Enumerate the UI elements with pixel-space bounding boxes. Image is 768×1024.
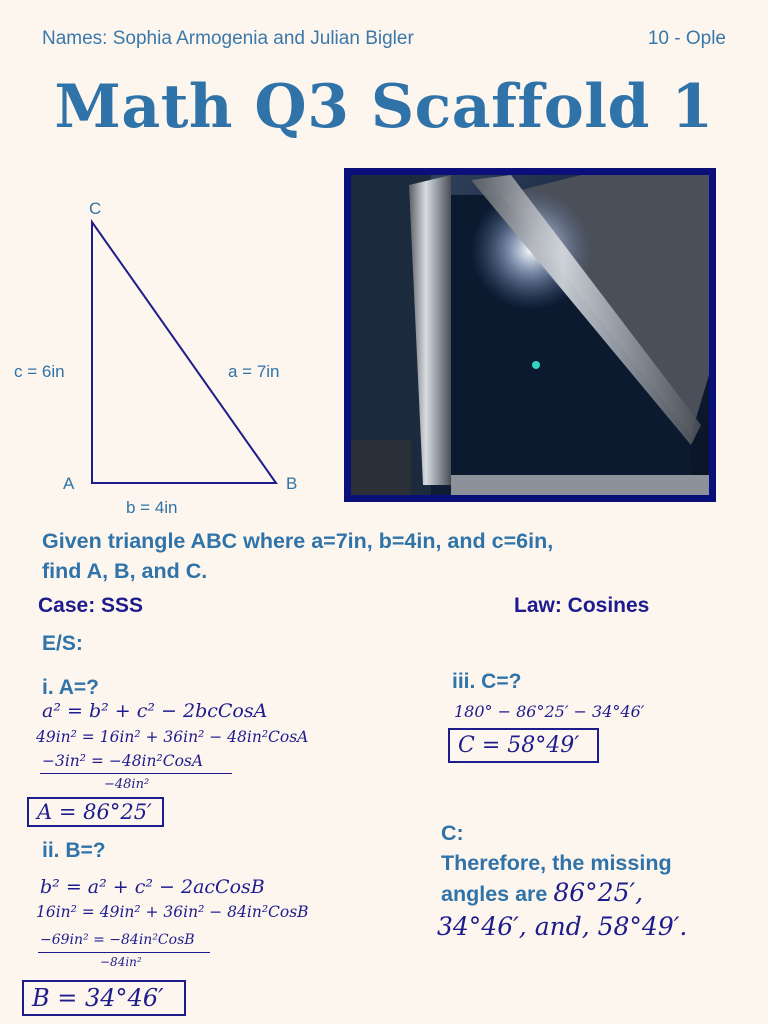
part-c-heading: iii. C=? [452, 670, 522, 693]
law-label: Law: Cosines [514, 594, 650, 617]
class-period: 10 - Ople [647, 28, 726, 49]
part-a-substitution: 49in² = 16in² + 36in² − 48in²CosA [36, 728, 309, 746]
vertex-c-label: C [89, 199, 102, 218]
part-a-fraction-line [40, 773, 232, 774]
part-b-formula: b² = a² + c² − 2acCosB [40, 876, 265, 898]
problem-line-2: find A, B, and C. [42, 559, 208, 583]
conclusion-line-3: 34°46′, and, 58°49′. [437, 912, 688, 941]
problem-statement [42, 526, 732, 586]
case-label: Case: SSS [38, 594, 144, 617]
conclusion [441, 818, 761, 909]
part-a-numerator: −3in² = −48in²CosA [42, 752, 204, 770]
part-b-numerator: −69in² = −84in²CosB [40, 932, 195, 948]
side-b-label: b = 4in [126, 498, 178, 517]
part-a-answer: A = 86°25′ [27, 797, 164, 827]
problem-line-1: Given triangle ABC where a=7in, b=4in, and c=6in, [42, 529, 554, 553]
part-b-denominator: −84in² [100, 955, 142, 969]
es-label: E/S: [42, 632, 83, 655]
car-window-illustration [351, 175, 709, 495]
vertex-b-label: B [286, 474, 298, 493]
vertex-a-label: A [63, 474, 75, 493]
conclusion-line-1: Therefore, the missing [441, 851, 672, 875]
part-a-heading: i. A=? [42, 676, 99, 699]
side-c-label: c = 6in [14, 362, 65, 381]
page-title: Math Q3 Scaffold 1 [54, 72, 714, 142]
part-a-formula: a² = b² + c² − 2bcCosA [42, 700, 268, 722]
part-b-answer: B = 34°46′ [22, 980, 186, 1016]
photo-frame [344, 168, 716, 502]
part-b-fraction-line [38, 952, 210, 953]
triangle-shape [92, 222, 276, 483]
conclusion-line-2 [441, 878, 761, 909]
part-b-heading: ii. B=? [42, 839, 106, 862]
conclusion-label: C: [441, 821, 464, 845]
part-b-substitution: 16in² = 49in² + 36in² − 84in²CosB [36, 903, 309, 921]
part-a-denominator: −48in² [104, 777, 150, 792]
conclusion-line-2-text: angles are [441, 882, 548, 906]
car-window-photo [351, 175, 709, 495]
conclusion-angle-1: 86°25′, [553, 878, 644, 907]
side-a-label: a = 7in [228, 362, 280, 381]
part-c-answer: C = 58°49′ [448, 728, 599, 763]
names-line: Names: Sophia Armogenia and Julian Bigler [42, 28, 414, 49]
part-c-formula: 180° − 86°25′ − 34°46′ [454, 702, 645, 721]
